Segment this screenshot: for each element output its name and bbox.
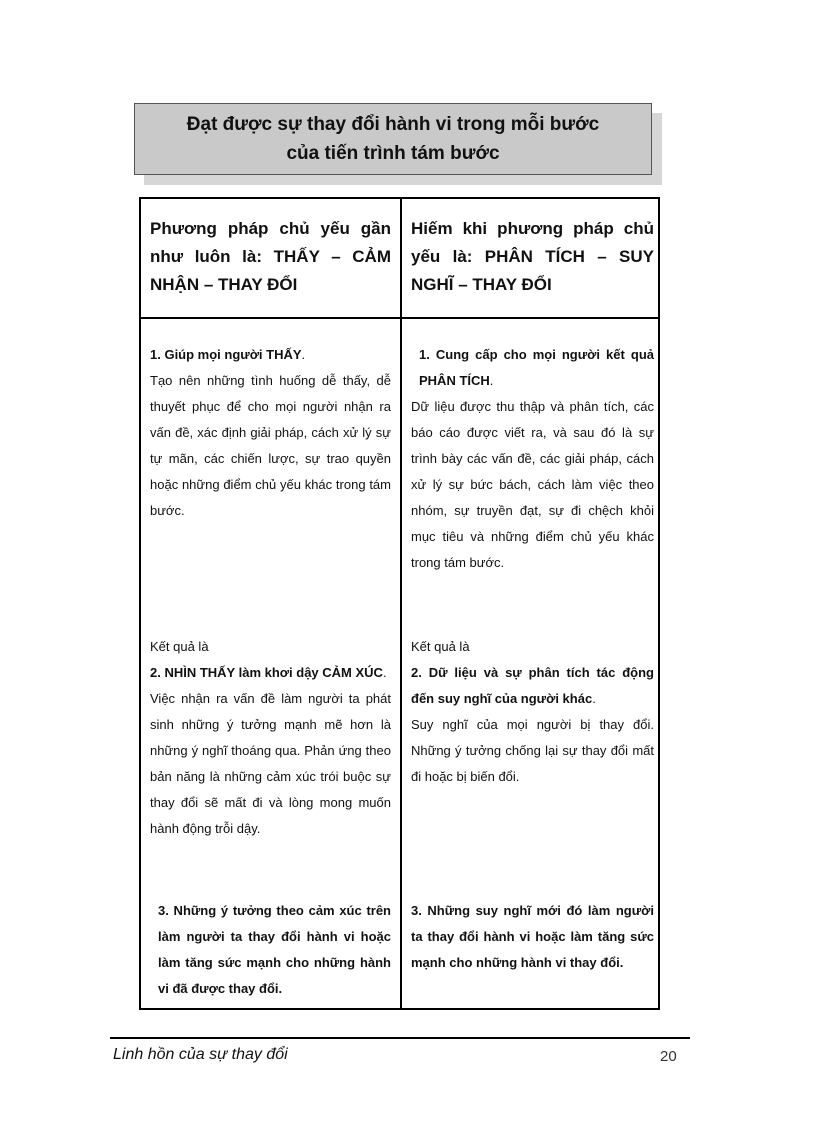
right-step2-suffix: . [592,691,596,706]
left-step2 [150,634,391,842]
left-step1 [150,342,391,524]
left-step1-suffix: . [301,347,306,362]
left-step2-title: 2. NHÌN THẤY làm khơi dậy CẢM XÚC [150,665,383,680]
right-step2-title: 2. Dữ liệu và sự phân tích tác động đến suy nghĩ của người khác [411,665,654,706]
page-number: 20 [660,1048,677,1065]
right-step1 [411,342,654,576]
footer-book-title: Linh hồn của sự thay đổi [113,1046,288,1063]
title-line-2: của tiến trình tám bước [286,143,500,164]
right-step1-title: 1. Cung cấp cho mọi người kết quả PHÂN TÍCH [419,347,654,388]
left-column-header: Phương pháp chủ yếu gần như luôn là: THẤY – CẢM NHẬN – THAY ĐỔI [150,219,391,294]
right-step3: 3. Những suy nghĩ mới đó làm người ta thay đổi hành vi hoặc làm tăng sức mạnh cho những hành vi thay đổi. [411,903,654,970]
page-title-box [134,103,652,175]
title-line-1: Đạt được sự thay đổi hành vi trong mỗi bước [186,114,600,135]
comparison-table [139,197,660,1010]
right-step2-body: Suy nghĩ của mọi người bị thay đổi. Những ý tưởng chống lại sự thay đổi mất đi hoặc bị biến đổi. [411,717,654,784]
right-step2 [411,634,654,790]
left-result-label: Kết quả là [150,639,209,654]
right-result-label: Kết quả là [411,639,470,654]
left-step2-body: Việc nhận ra vấn đề làm người ta phát sinh những ý tưởng mạnh mẽ hơn là những ý nghĩ thoáng qua. Phản ứng theo bản năng là những cảm xúc trói buộc sự thay đổi sẽ mất đi và lòng mong muốn hành động trỗi dậy. [150,691,391,836]
left-step1-title: 1. Giúp mọi người THẤY [150,347,302,362]
left-step1-body: Tạo nên những tình huống dễ thấy, dễ thuyết phục để cho mọi người nhận ra vấn đề, xác định giải pháp, cách xử lý sự tự mãn, các chiến lược, sự trao quyền hoặc những điểm chủ yếu khác trong tám bước. [150,373,391,518]
right-column-header: Hiếm khi phương pháp chủ yếu là: PHÂN TÍCH – SUY NGHĨ – THAY ĐỔI [411,219,654,294]
right-step1-suffix: . [489,373,494,388]
left-step3: 3. Những ý tưởng theo cảm xúc trên làm người ta thay đổi hành vi hoặc làm tăng sức mạnh cho những hành vi đã được thay đổi. [158,903,391,996]
header-divider [141,317,658,319]
left-step2-suffix: . [382,665,387,680]
footer-rule [110,1037,690,1039]
right-step1-body: Dữ liệu được thu thập và phân tích, các báo cáo được viết ra, và sau đó là sự trình bày các vấn đề, các giải pháp, cách xử lý sự bức bách, cách làm việc theo nhóm, sự truyền đạt, sự đi chệch khỏi mục tiêu và những điểm chủ yếu khác trong tám bước. [411,399,654,570]
column-divider [400,199,402,1008]
